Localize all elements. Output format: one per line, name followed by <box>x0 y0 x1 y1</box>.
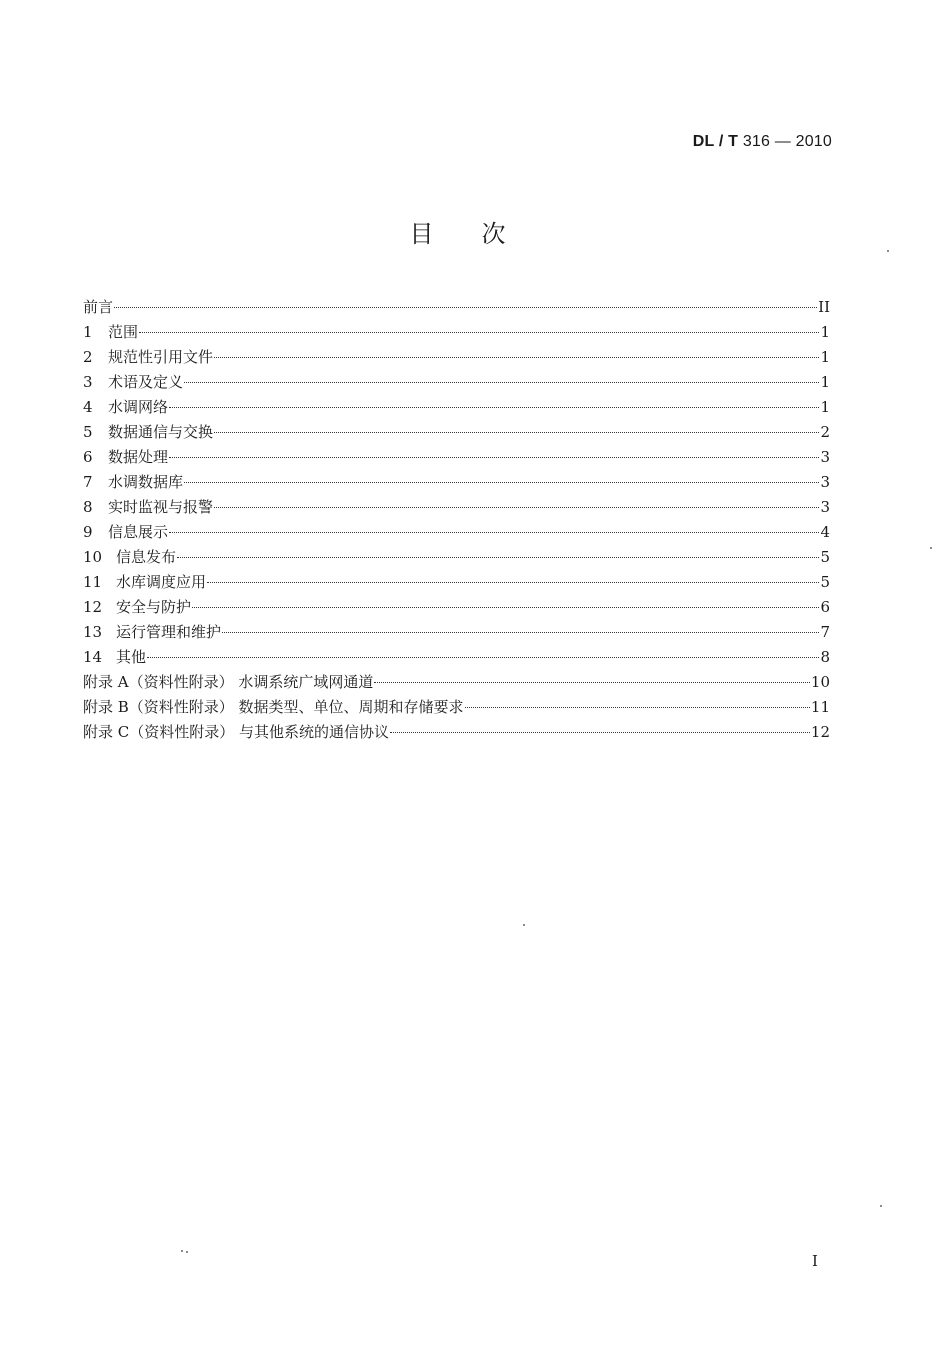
toc-entry-label: 水调数据库 <box>108 473 184 491</box>
toc-dot-leader <box>177 557 819 558</box>
toc-entry[interactable] <box>83 620 830 645</box>
toc-entry-page: II <box>818 298 830 316</box>
page-number: I <box>812 1252 818 1270</box>
toc-entry-page: 2 <box>820 423 830 441</box>
toc-dot-leader <box>374 682 810 683</box>
toc-entry-page: 5 <box>820 548 830 566</box>
toc-entry-label: 安全与防护 <box>116 598 192 616</box>
toc-entry[interactable] <box>83 370 830 395</box>
toc-entry-page: 1 <box>820 373 830 391</box>
toc-entry-page: 1 <box>820 323 830 341</box>
toc-entry-number: 14 <box>83 648 103 666</box>
toc-entry[interactable] <box>83 495 830 520</box>
toc-entry-page: 11 <box>810 698 830 716</box>
toc-entry-page: 1 <box>820 398 830 416</box>
toc-dot-leader <box>147 657 819 658</box>
toc-entry-number: 7 <box>83 473 93 491</box>
toc-entry-number: 3 <box>83 373 93 391</box>
scan-speck <box>186 1251 188 1253</box>
scan-speck <box>880 1205 882 1207</box>
toc-entry-label: 附录 A（资料性附录） 水调系统广域网通道 <box>83 673 374 691</box>
toc-entry-page: 8 <box>820 648 830 666</box>
toc-entry-number: 11 <box>83 573 103 591</box>
toc-entry-page: 6 <box>820 598 830 616</box>
toc-entry-number: 13 <box>83 623 103 641</box>
toc-entry-label: 数据通信与交换 <box>108 423 214 441</box>
toc-entry-number: 5 <box>83 423 93 441</box>
scan-speck <box>181 1250 183 1252</box>
toc-dot-leader <box>214 357 819 358</box>
toc-entry-label: 信息展示 <box>108 523 169 541</box>
toc-dot-leader <box>169 532 819 533</box>
toc-entry[interactable] <box>83 445 830 470</box>
toc-entry-label: 实时监视与报警 <box>108 498 214 516</box>
scan-speck <box>523 924 525 926</box>
table-of-contents <box>83 295 830 745</box>
standard-code <box>693 133 832 151</box>
toc-entry-page: 1 <box>820 348 830 366</box>
toc-entry-label: 水调网络 <box>108 398 169 416</box>
toc-entry[interactable] <box>83 595 830 620</box>
standard-prefix: DL / T <box>692 133 739 150</box>
toc-entry-label: 规范性引用文件 <box>108 348 214 366</box>
toc-dot-leader <box>465 707 810 708</box>
toc-entry-number: 1 <box>83 323 93 341</box>
toc-dot-leader <box>139 332 819 333</box>
toc-entry-label: 附录 B（资料性附录） 数据类型、单位、周期和存储要求 <box>83 698 464 716</box>
toc-entry-number: 12 <box>83 598 103 616</box>
toc-entry-label: 术语及定义 <box>108 373 184 391</box>
toc-entry[interactable] <box>83 545 830 570</box>
toc-entry-number: 2 <box>83 348 93 366</box>
toc-entry-number: 4 <box>83 398 93 416</box>
toc-entry-label: 其他 <box>116 648 147 666</box>
toc-entry-number: 10 <box>83 548 103 566</box>
toc-entry[interactable] <box>83 720 830 745</box>
toc-entry-label: 前言 <box>83 298 114 316</box>
toc-entry[interactable] <box>83 645 830 670</box>
toc-entry[interactable] <box>83 470 830 495</box>
toc-entry-page: 7 <box>820 623 830 641</box>
toc-dot-leader <box>184 382 819 383</box>
toc-entry-label: 水库调度应用 <box>116 573 207 591</box>
toc-entry[interactable] <box>83 395 830 420</box>
toc-entry-page: 4 <box>820 523 830 541</box>
toc-dot-leader <box>169 407 819 408</box>
toc-entry-label: 附录 C（资料性附录） 与其他系统的通信协议 <box>83 723 390 741</box>
toc-entry-page: 3 <box>820 473 830 491</box>
toc-dot-leader <box>192 607 819 608</box>
toc-entry-page: 12 <box>810 723 830 741</box>
toc-dot-leader <box>390 732 810 733</box>
toc-entry[interactable] <box>83 520 830 545</box>
toc-entry-label: 数据处理 <box>108 448 169 466</box>
toc-entry[interactable] <box>83 320 830 345</box>
toc-entry[interactable] <box>83 670 830 695</box>
toc-entry[interactable] <box>83 295 830 320</box>
toc-dot-leader <box>214 507 819 508</box>
toc-entry-page: 5 <box>820 573 830 591</box>
toc-entry-number: 6 <box>83 448 93 466</box>
toc-entry-number: 9 <box>83 523 93 541</box>
toc-dot-leader <box>222 632 819 633</box>
toc-entry[interactable] <box>83 695 830 720</box>
toc-entry[interactable] <box>83 570 830 595</box>
scan-speck <box>930 547 932 549</box>
toc-dot-leader <box>207 582 819 583</box>
toc-dot-leader <box>184 482 819 483</box>
page-title: 目次 <box>409 220 554 248</box>
toc-entry[interactable] <box>83 345 830 370</box>
toc-entry-label: 运行管理和维护 <box>116 623 222 641</box>
toc-dot-leader <box>114 307 817 308</box>
toc-entry-label: 范围 <box>108 323 139 341</box>
toc-entry-number: 8 <box>83 498 93 516</box>
toc-entry-label: 信息发布 <box>116 548 177 566</box>
toc-entry[interactable] <box>83 420 830 445</box>
toc-dot-leader <box>169 457 819 458</box>
toc-entry-page: 3 <box>820 498 830 516</box>
toc-entry-page: 10 <box>810 673 830 691</box>
scan-speck <box>887 250 889 252</box>
toc-entry-page: 3 <box>820 448 830 466</box>
toc-dot-leader <box>214 432 819 433</box>
standard-number: 316 — 2010 <box>742 133 832 150</box>
